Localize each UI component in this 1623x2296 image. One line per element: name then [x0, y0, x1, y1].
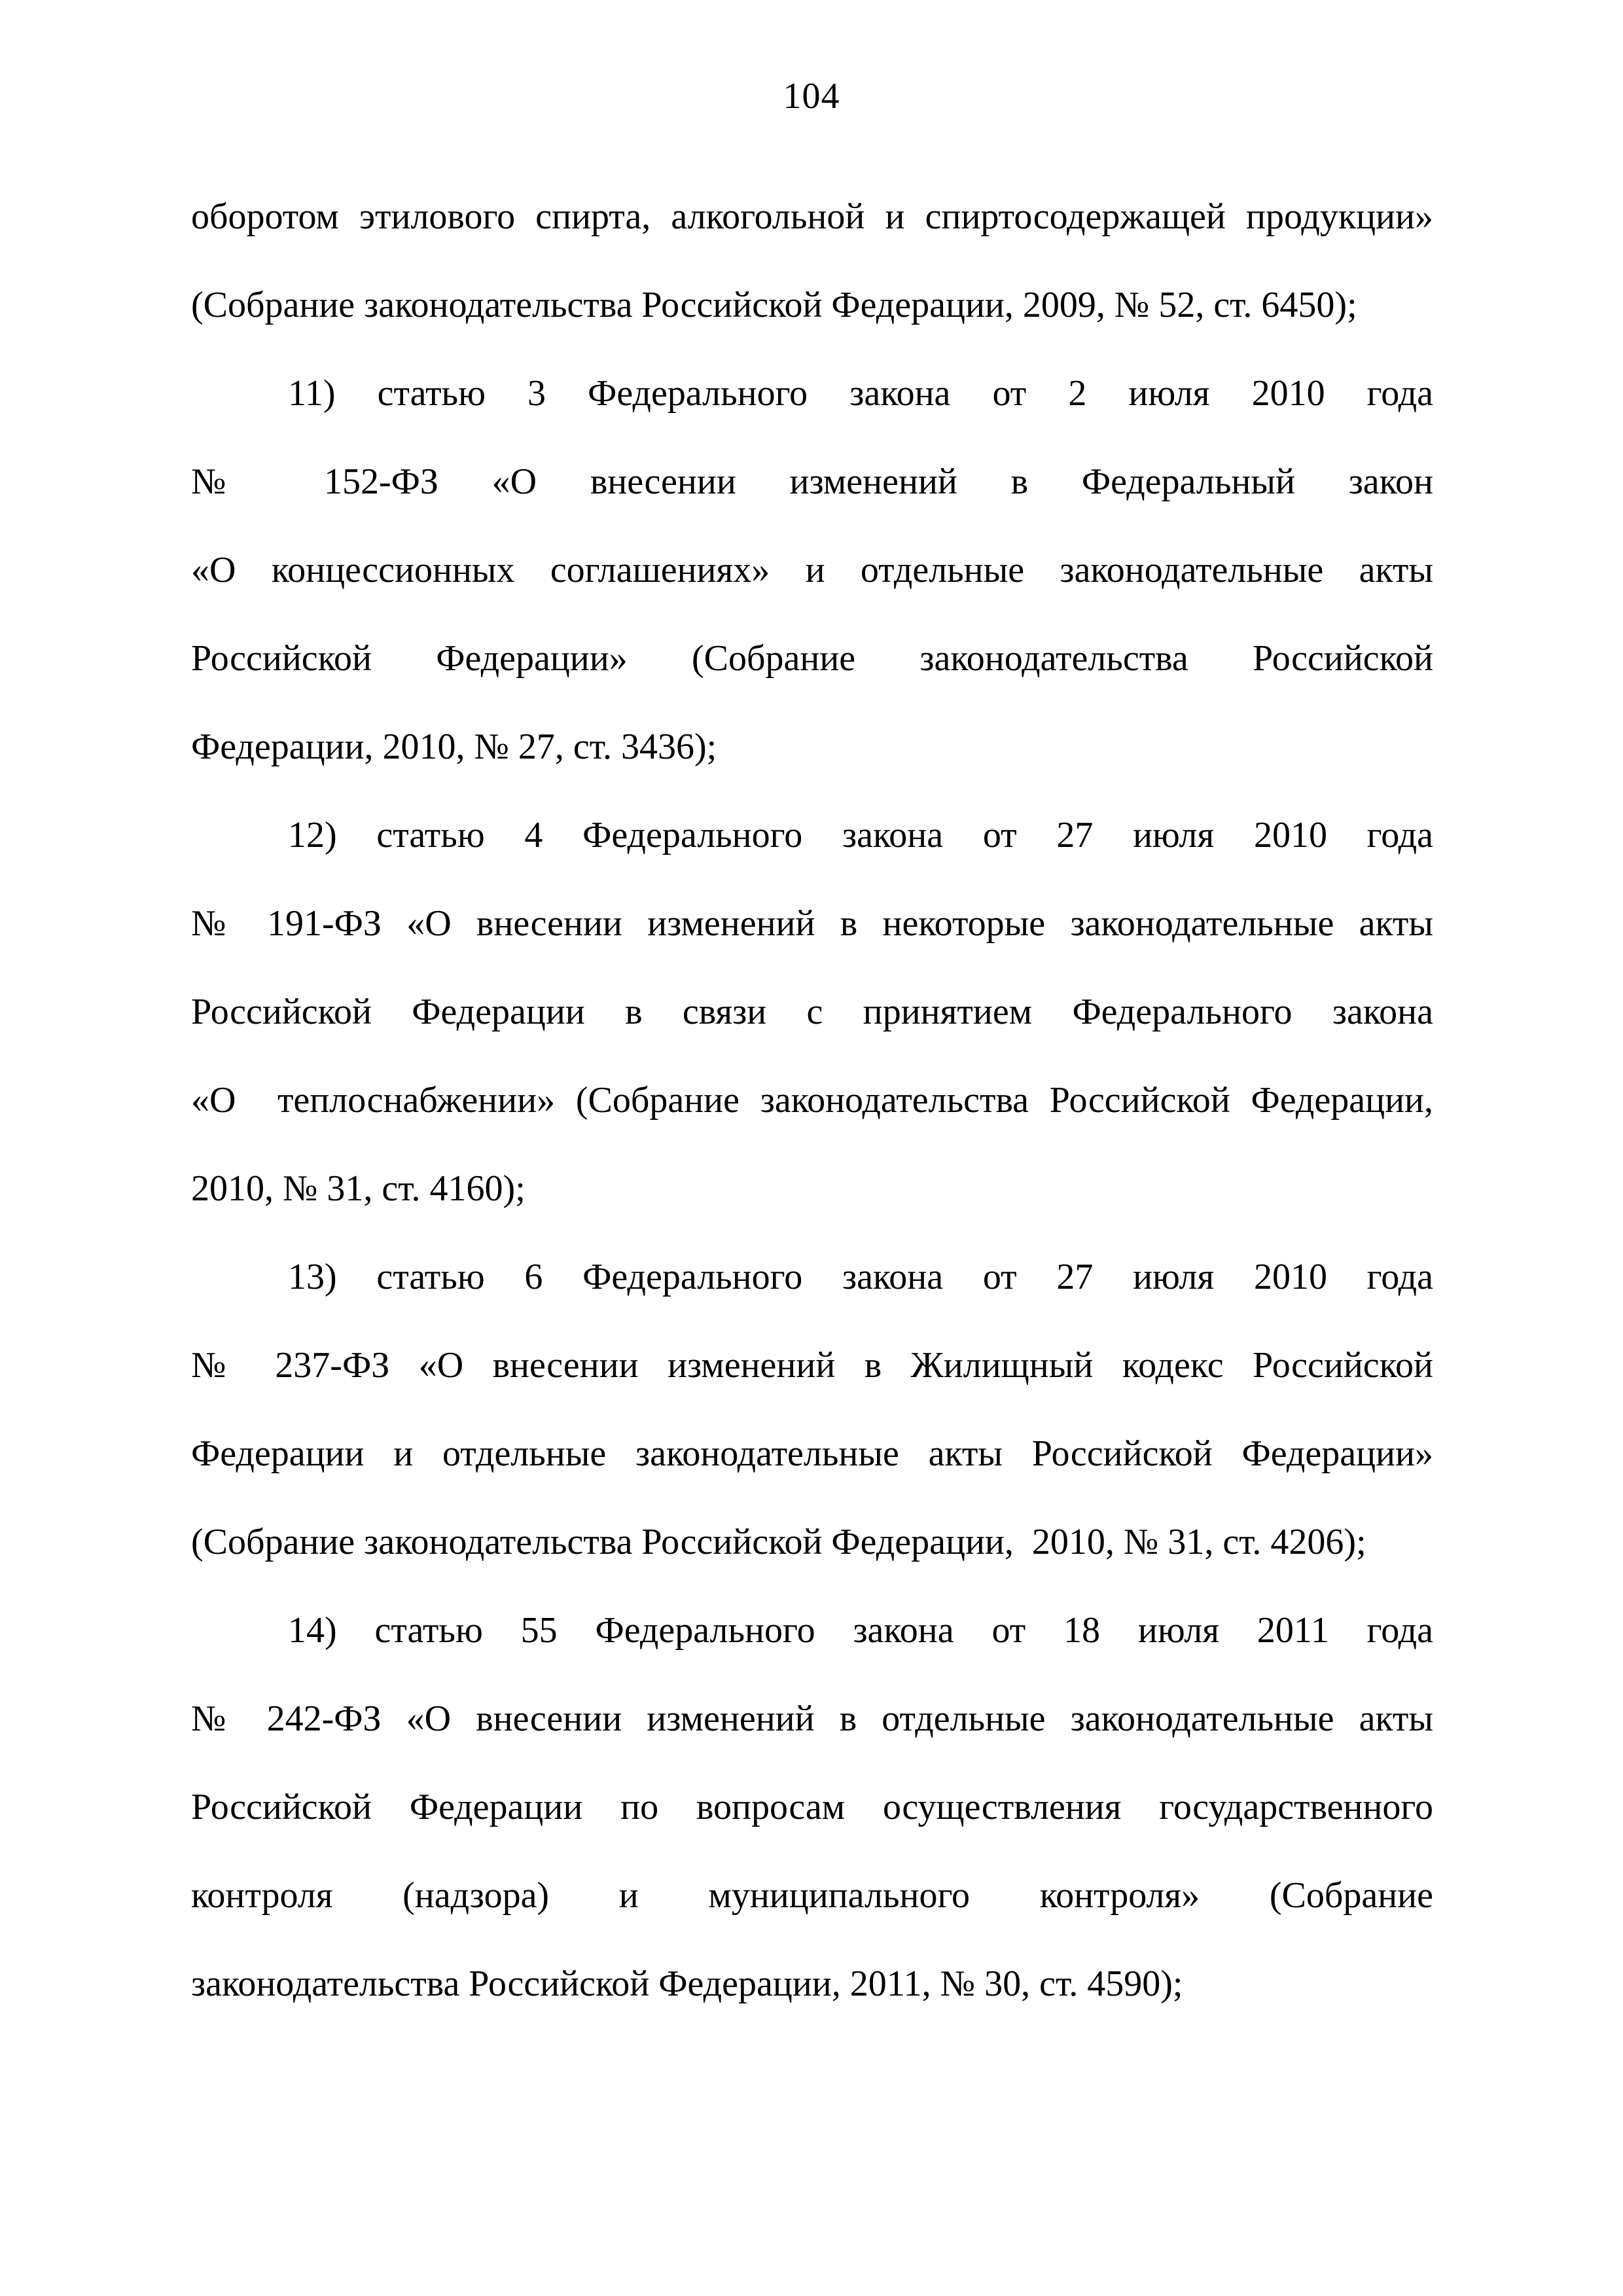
paragraph-item-14 — [191, 1587, 1433, 2028]
text-line: оборотом этилового спирта, алкогольной и спиртосодержащей продукции» — [191, 196, 1433, 237]
text-line: 13) статью 6 Федерального закона от 27 июля 2010 года — [288, 1257, 1433, 1297]
text-line: Российской Федерации» (Собрание законодательства Российской — [191, 638, 1433, 679]
text-line: (Собрание законодательства Российской Федерации, 2010, № 31, ст. 4206); — [191, 1522, 1366, 1562]
text-line: 2010, № 31, ст. 4160); — [191, 1168, 526, 1209]
text-line: Федерации и отдельные законодательные акты Российской Федерации» — [191, 1433, 1433, 1474]
text-line: Российской Федерации в связи с принятием Федерального закона — [191, 992, 1433, 1032]
paragraph-item-12 — [191, 791, 1433, 1233]
text-line: № 152-ФЗ «О внесении изменений в Федеральный закон — [191, 461, 1433, 502]
text-line: 12) статью 4 Федерального закона от 27 июля 2010 года — [288, 815, 1433, 855]
text-line: «О теплоснабжении» (Собрание законодательства Российской Федерации, — [191, 1080, 1433, 1121]
text-line: Федерации, 2010, № 27, ст. 3436); — [191, 726, 717, 767]
paragraph-item-13 — [191, 1233, 1433, 1587]
document-body — [191, 173, 1433, 2028]
text-line: контроля (надзора) и муниципального контроля» (Собрание — [191, 1875, 1433, 1916]
text-line: законодательства Российской Федерации, 2011, № 30, ст. 4590); — [191, 1964, 1183, 2004]
text-line: № 237-ФЗ «О внесении изменений в Жилищный кодекс Российской — [191, 1345, 1433, 1386]
text-line: № 242-ФЗ «О внесении изменений в отдельные законодательные акты — [191, 1698, 1433, 1739]
text-line: (Собрание законодательства Российской Федерации, 2009, № 52, ст. 6450); — [191, 285, 1357, 325]
text-line: «О концессионных соглашениях» и отдельные законодательные акты — [191, 550, 1433, 590]
text-line: 14) статью 55 Федерального закона от 18 июля 2011 года — [288, 1610, 1433, 1651]
text-line: № 191-ФЗ «О внесении изменений в некоторые законодательные акты — [191, 903, 1433, 944]
paragraph-item-10-continuation — [191, 173, 1433, 350]
paragraph-item-11 — [191, 350, 1433, 791]
page-number: 104 — [783, 76, 840, 117]
text-line: Российской Федерации по вопросам осуществления государственного — [191, 1787, 1433, 1827]
text-line: 11) статью 3 Федерального закона от 2 июля 2010 года — [288, 373, 1433, 414]
